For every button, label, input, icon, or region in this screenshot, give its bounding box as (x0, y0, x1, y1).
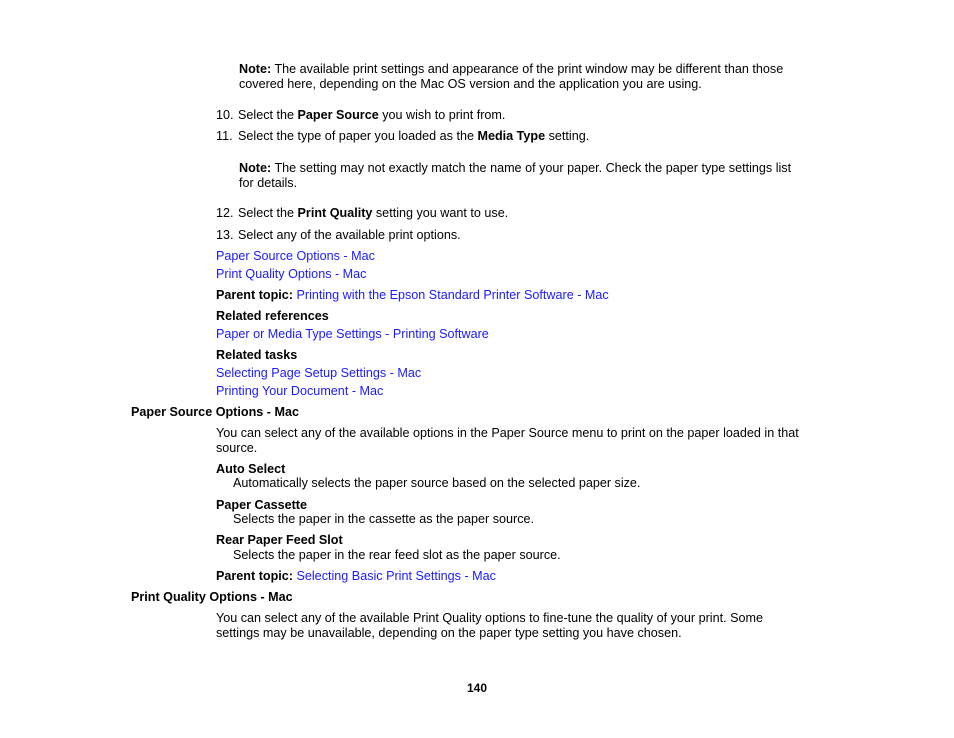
step-bold: Paper Source (297, 108, 379, 122)
note-2-line-2: for details. (239, 176, 298, 190)
print-quality-intro: You can select any of the available Print Quality options to fine-tune the quality of your print. Some (216, 611, 763, 625)
step-13 (216, 228, 461, 243)
link-printing-your-document[interactable]: Printing Your Document - Mac (216, 384, 384, 398)
related-references-heading: Related references (216, 309, 329, 323)
step-10 (216, 108, 505, 123)
step-number: 13. (216, 228, 234, 242)
note-label: Note: (239, 161, 272, 175)
step-text: Select the (238, 108, 298, 122)
parent-topic-label: Parent topic: (216, 569, 293, 583)
parent-topic-label: Parent topic: (216, 288, 293, 302)
option-term-paper-cassette: Paper Cassette (216, 498, 308, 512)
link-page-setup-settings[interactable]: Selecting Page Setup Settings - Mac (216, 366, 422, 380)
step-text: Select the type of paper you loaded as the (238, 129, 478, 143)
section-heading-paper-source: Paper Source Options - Mac (131, 405, 299, 419)
parent-topic-link[interactable]: Selecting Basic Print Settings - Mac (296, 569, 496, 583)
link-media-type-settings[interactable]: Paper or Media Type Settings - Printing Software (216, 327, 489, 341)
step-text: Select any of the available print options. (238, 228, 461, 242)
step-text: setting you want to use. (372, 206, 509, 220)
section-heading-print-quality: Print Quality Options - Mac (131, 590, 293, 604)
print-quality-intro-line-2: settings may be unavailable, depending on the paper type setting you have chosen. (216, 626, 682, 640)
step-text: setting. (545, 129, 590, 143)
note-text: The setting may not exactly match the name of your paper. Check the paper type settings list (274, 161, 792, 175)
related-tasks-heading: Related tasks (216, 348, 298, 362)
option-term-auto-select: Auto Select (216, 462, 286, 476)
note-label: Note: (239, 62, 272, 76)
option-desc-paper-cassette: Selects the paper in the cassette as the paper source. (233, 512, 535, 526)
parent-topic (216, 288, 609, 303)
step-text: you wish to print from. (378, 108, 506, 122)
note-text: The available print settings and appearance of the print window may be different than those (274, 62, 784, 76)
link-paper-source-options[interactable]: Paper Source Options - Mac (216, 249, 375, 263)
paper-source-intro: You can select any of the available options in the Paper Source menu to print on the paper loaded in that (216, 426, 799, 440)
step-text: Select the (238, 206, 298, 220)
note-1 (239, 62, 783, 77)
parent-topic-link[interactable]: Printing with the Epson Standard Printer Software - Mac (296, 288, 609, 302)
paper-source-intro-line-2: source. (216, 441, 258, 455)
step-bold: Media Type (477, 129, 546, 143)
step-12 (216, 206, 508, 221)
step-number: 10. (216, 108, 234, 122)
note-1-line-2: covered here, depending on the Mac OS version and the application you are using. (239, 77, 702, 91)
option-desc-auto-select: Automatically selects the paper source based on the selected paper size. (233, 476, 641, 490)
page-number: 140 (467, 681, 488, 695)
step-11 (216, 129, 589, 144)
option-desc-rear-feed-slot: Selects the paper in the rear feed slot as the paper source. (233, 548, 561, 562)
link-print-quality-options[interactable]: Print Quality Options - Mac (216, 267, 367, 281)
step-number: 12. (216, 206, 234, 220)
option-term-rear-feed-slot: Rear Paper Feed Slot (216, 533, 343, 547)
step-number: 11. (216, 129, 233, 143)
note-2 (239, 161, 791, 176)
step-bold: Print Quality (297, 206, 373, 220)
parent-topic-2 (216, 569, 496, 584)
